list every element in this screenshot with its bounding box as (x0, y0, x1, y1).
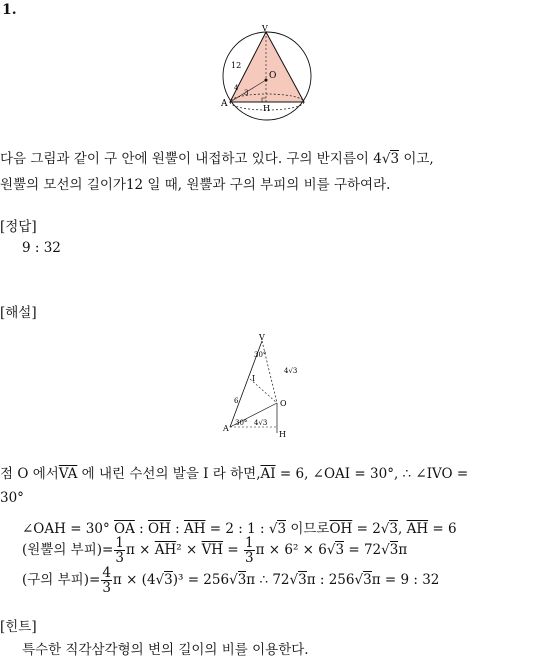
solution-line-2: ∠OAH = 30° $\overline{OA}$ : $\overline{OH}$ : $\overline{AH} = 2$ : 1 : √3 이므로$\overline{OH} = 2√3$, $\overline{AH} = 6$ (22, 521, 457, 537)
solution-line-4: (구의 부피)= $\frac{4}{3}$ π × (4√3)³ = 256√3π ∴ 72√3π : 256√3π = 9 : 32 (22, 565, 440, 596)
label-i: I (252, 374, 256, 383)
label-angle2: 30° (235, 419, 248, 427)
label-v2: V (259, 333, 265, 342)
solution-line-1-wrap: 30° (0, 490, 24, 506)
label-h: H (263, 104, 270, 113)
label-angle: 30° (254, 351, 267, 359)
question-line-2: 원뿔의 모선의 길이가12 일 때, 원뿔과 구의 부피의 비를 구하여라. (0, 177, 391, 193)
label-o: O (269, 71, 277, 81)
label-r: 4√3 (284, 367, 298, 375)
solution-line-1: 점 O 에서$\overline{VA}$ 에 내린 수선의 발을 I 라 하면$,\overline{AI} = 6$, ∠OAI = 30°, ∴ ∠IVO = (0, 466, 469, 482)
label-o2: O (280, 399, 287, 408)
label-r2: 3 (244, 89, 249, 97)
problem-number: 1. (2, 2, 17, 18)
sphere-cone-figure (218, 22, 318, 132)
label-v: V (262, 24, 268, 33)
solution-line-3: (원뿔의 부피)= $\frac{1}{3}$ $\pi \times \overline{AH}^2 \times \overline{VH}$ = $\frac{1}{3}$ π × 6² × 6√3 = 72√3π (22, 535, 408, 566)
label-a2: A (223, 424, 229, 433)
label-h2: H (279, 430, 286, 439)
solution-figure (222, 333, 312, 443)
solution-label: [해설] (0, 305, 37, 321)
label-r2: 4√3 (254, 419, 268, 427)
label-a: A (221, 99, 228, 109)
label-slant: 12 (231, 61, 242, 70)
hint-text: 특수한 직각삼각형의 변의 길이의 비를 이용한다. (22, 642, 309, 658)
label-six: 6 (234, 397, 239, 405)
answer-value: 9 : 32 (22, 240, 61, 256)
label-r1: 4 (234, 84, 239, 92)
center-point (265, 79, 268, 82)
question-line-1: 다음 그림과 같이 구 안에 원뿔이 내접하고 있다. 구의 반지름이 4√3 이고, (0, 151, 434, 167)
hint-label: [힌트] (0, 619, 37, 635)
answer-label: [정답] (0, 219, 37, 235)
